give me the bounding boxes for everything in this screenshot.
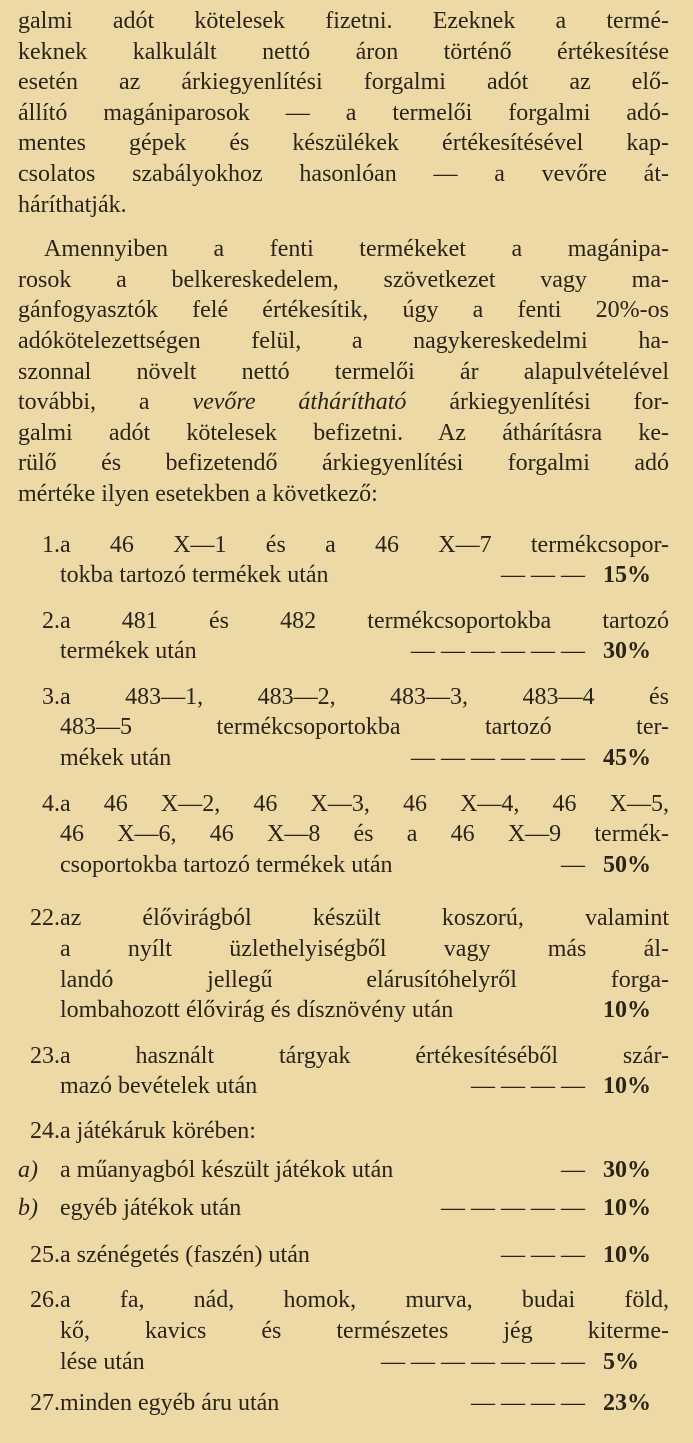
item-text: a műanyagból készült játékok után (60, 1156, 394, 1183)
leader-dashes: — — — — (471, 1073, 585, 1100)
item-text: csoportokba tartozó termékek után (60, 851, 393, 878)
leader-dashes: — — — — — — (411, 745, 585, 772)
rate-value: 5% (603, 1348, 639, 1375)
item-text: lombahozott élővirág és dísznövény után (60, 997, 454, 1024)
item-number: 26. (30, 1287, 60, 1314)
text-line: háríthatják. (18, 191, 127, 218)
item-text: landó jellegű elárusítóhelyről forga- (60, 966, 669, 993)
item-number: 25. (30, 1241, 60, 1268)
leader-dashes: — — — (501, 562, 585, 589)
item-text: a 46 X—2, 46 X—3, 46 X—4, 46 X—5, (60, 790, 669, 817)
item-text: a játékáruk körében: (60, 1118, 256, 1144)
leader-dashes: — — — — — (441, 1195, 585, 1222)
text-line: galmi adót kötelesek befizetni. Az áthárításra ke- (18, 419, 669, 446)
text-line: galmi adót kötelesek fizetni. Ezeknek a termé- (18, 8, 669, 34)
item-text: lése után (60, 1348, 145, 1375)
item-number: 23. (30, 1042, 60, 1069)
item-tail (60, 636, 669, 667)
item-text: a 46 X—1 és a 46 X—7 termékcsopor- (60, 531, 669, 558)
list-item (18, 1285, 669, 1377)
item-tail (60, 743, 669, 774)
leader-dashes: — (561, 1156, 585, 1183)
item-text: mazó bevételek után (60, 1073, 258, 1100)
item-text: minden egyéb áru után (60, 1390, 280, 1417)
list-item (18, 530, 669, 591)
rate-value: 23% (603, 1390, 651, 1417)
text-line: mértéke ilyen esetekben a következő: (18, 480, 378, 507)
item-tail (60, 1240, 669, 1271)
leader-dashes: — — — (501, 1241, 585, 1268)
text-line: rülő és befizetendő árkiegyenlítési forgalmi adó (18, 450, 669, 477)
item-text: a fa, nád, homok, murva, budai föld, (60, 1287, 669, 1314)
item-text: termékek után (60, 638, 197, 665)
list-item (18, 903, 669, 1025)
leader-dashes: — (561, 851, 585, 878)
list-item (18, 1116, 669, 1147)
item-number: 22. (30, 905, 60, 932)
text-fragment: további, a (18, 389, 193, 416)
item-number: 27. (30, 1390, 60, 1417)
item-text: mékek után (60, 745, 172, 772)
leader-dashes: — — — — (471, 1390, 585, 1417)
intro-paragraph (18, 6, 669, 220)
item-tail (60, 1071, 669, 1102)
leader-dashes: — — — — — — (411, 638, 585, 665)
list-item (18, 682, 669, 774)
text-line: csolatos szabályokhoz hasonlóan — a vevőre át- (18, 160, 669, 187)
text-line: rosok a belkereskedelem, szövetkezet vagy ma- (18, 266, 669, 293)
item-tail (60, 1347, 669, 1378)
list-item (18, 1041, 669, 1102)
text-line: esetén az árkiegyenlítési forgalmi adót az elő- (18, 69, 669, 96)
text-line: adókötelezettségen felül, a nagykereskedelmi ha- (18, 327, 669, 354)
leader-dashes: — — — — — — — (381, 1348, 585, 1375)
rate-value: 50% (603, 851, 651, 878)
sub-item-letter: b) (18, 1195, 38, 1222)
list-item (18, 789, 669, 881)
item-number: 2. (42, 607, 60, 634)
item-text: a használt tárgyak értékesítéséből szár- (60, 1042, 669, 1069)
emphasized-text: vevőre áthárítható (192, 389, 407, 416)
rate-value: 10% (603, 997, 651, 1024)
item-number: 24. (30, 1118, 60, 1144)
item-text: a szénégetés (faszén) után (60, 1241, 310, 1268)
item-text: az élővirágból készült koszorú, valamint (60, 905, 669, 932)
sub-item (18, 1193, 669, 1224)
item-tail (60, 850, 669, 881)
rate-value: 10% (603, 1073, 651, 1100)
item-tail (60, 1155, 669, 1186)
rate-value: 10% (603, 1241, 651, 1268)
rate-value: 45% (603, 745, 651, 772)
item-text: egyéb játékok után (60, 1195, 242, 1222)
text-line: szonnal növelt nettó termelői ár alapulvételével (18, 358, 669, 385)
item-tail (60, 1388, 669, 1419)
rate-paragraph (18, 234, 669, 509)
item-text: 46 X—6, 46 X—8 és a 46 X—9 termék- (60, 821, 669, 848)
text-line: állító magániparosok — a termelői forgalmi adó- (18, 99, 669, 126)
item-text: a 481 és 482 termékcsoportokba tartozó (60, 607, 669, 634)
item-text: tokba tartozó termékek után (60, 562, 329, 589)
text-line-emphasis (18, 387, 669, 418)
rate-value: 15% (603, 562, 651, 589)
item-text: a 483—1, 483—2, 483—3, 483—4 és (60, 683, 669, 710)
item-tail (60, 995, 669, 1026)
list-item (18, 606, 669, 667)
list-item (18, 1388, 669, 1419)
rate-value: 10% (603, 1195, 651, 1222)
list-item (18, 1240, 669, 1271)
sub-item (18, 1155, 669, 1186)
rate-value: 30% (603, 1156, 651, 1183)
item-tail (60, 560, 669, 591)
item-number: 3. (42, 683, 60, 710)
item-tail (60, 1193, 669, 1224)
item-text: 483—5 termékcsoportokba tartozó ter- (60, 714, 669, 741)
rate-value: 30% (603, 638, 651, 665)
text-line: keknek kalkulált nettó áron történő értékesítése (18, 38, 669, 65)
rate-list (18, 530, 669, 1419)
item-number: 4. (42, 790, 60, 817)
text-fragment: árkiegyenlítési for- (406, 389, 670, 416)
text-line: mentes gépek és készülékek értékesítésével kap- (18, 130, 669, 157)
item-text: kő, kavics és természetes jég kiterme- (60, 1317, 669, 1344)
text-line: Amennyiben a fenti termékeket a magánipa- (44, 236, 669, 263)
sub-item-letter: a) (18, 1156, 38, 1183)
item-number: 1. (42, 531, 60, 558)
item-text: a nyílt üzlethelyiségből vagy más ál- (60, 936, 669, 963)
text-line: gánfogyasztók felé értékesítik, úgy a fenti 20%-os (18, 297, 669, 324)
